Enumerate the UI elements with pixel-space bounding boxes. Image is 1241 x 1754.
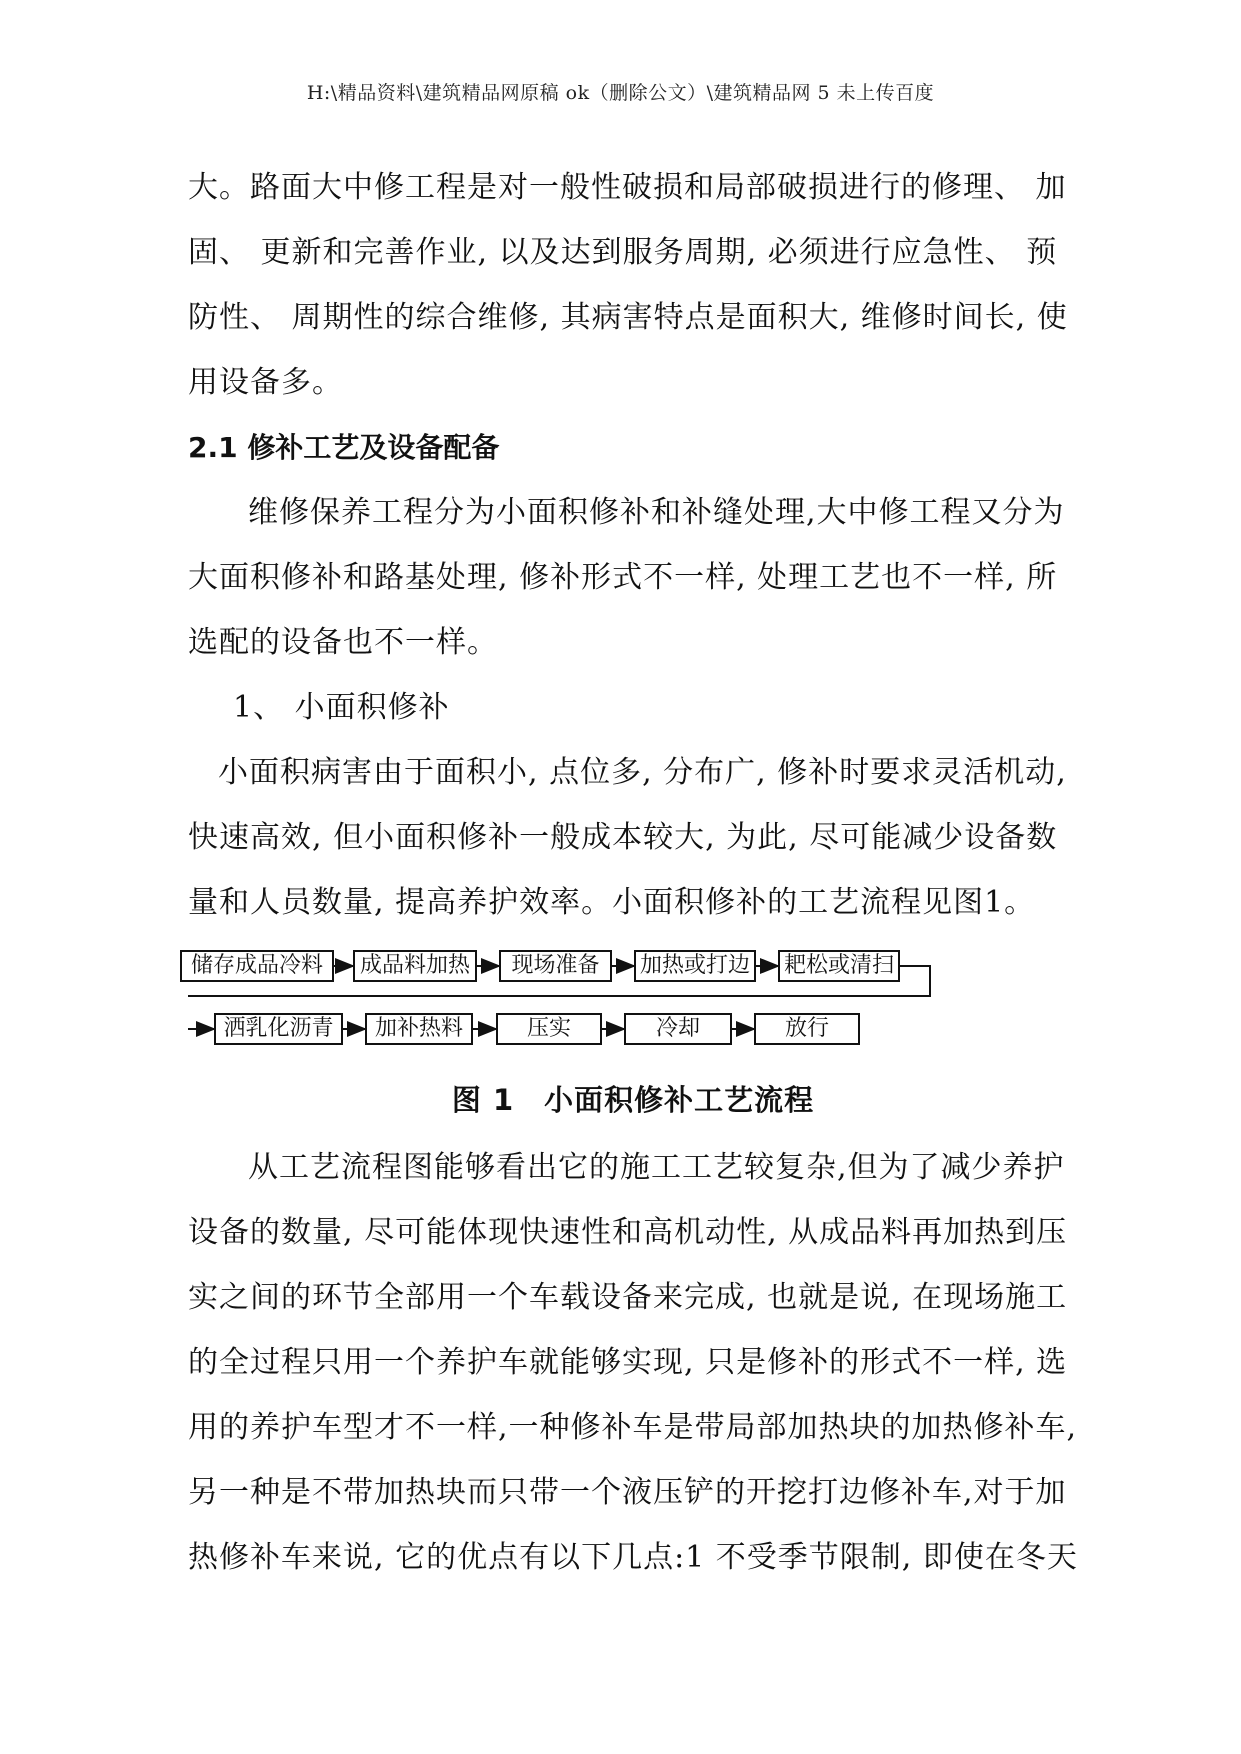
paragraph-2	[188, 480, 1078, 675]
section-heading: 2.1 修补工艺及设备配备	[188, 431, 500, 464]
paragraph-4	[188, 1135, 1078, 1590]
flow-step-release: 放行	[754, 1013, 860, 1045]
text-line: 从工艺流程图能够看出它的施工工艺较复杂,但为了减少养护	[248, 1150, 1065, 1185]
text-line: 设备的数量, 尽可能体现快速性和高机动性, 从成品料再加热到压	[188, 1215, 1068, 1250]
text-line: 大面积修补和路基处理, 修补形式不一样, 处理工艺也不一样, 所	[188, 560, 1058, 595]
text-line: 大。路面大中修工程是对一般性破损和局部破损进行的修理、 加	[188, 170, 1067, 205]
text-line: 小面积病害由于面积小, 点位多, 分布广, 修补时要求灵活机动,	[218, 755, 1067, 790]
list-item-1: 1、 小面积修补	[233, 690, 450, 725]
text-line: 热修补车来说, 它的优点有以下几点:1 不受季节限制, 即使在冬天	[188, 1540, 1078, 1575]
document-body	[188, 155, 1078, 1590]
text-line: 实之间的环节全部用一个车载设备来完成, 也就是说, 在现场施工	[188, 1280, 1068, 1315]
text-line: 固、 更新和完善作业, 以及达到服务周期, 必须进行应急性、 预	[188, 235, 1058, 270]
flow-step-store-cold-mix: 储存成品冷料	[180, 950, 334, 982]
text-line: 量和人员数量, 提高养护效率。小面积修补的工艺流程见图1。	[188, 885, 1036, 920]
process-flowchart	[188, 935, 1078, 1065]
flow-step-spray-emulsion: 洒乳化沥青	[214, 1013, 343, 1045]
text-line: 的全过程只用一个养护车就能够实现, 只是修补的形式不一样, 选	[188, 1345, 1068, 1380]
flow-step-add-hot-mix: 加补热料	[365, 1013, 473, 1045]
flow-step-heat-mix: 成品料加热	[353, 950, 477, 982]
flow-step-loosen-or-clean: 耙松或清扫	[778, 950, 900, 982]
file-path-header: H:\精品资料\建筑精品网原稿 ok（删除公文）\建筑精品网 5 未上传百度	[306, 82, 935, 104]
paragraph-3	[188, 740, 1078, 935]
text-line: 快速高效, 但小面积修补一般成本较大, 为此, 尽可能减少设备数	[188, 820, 1058, 855]
text-line: 防性、 周期性的综合维修, 其病害特点是面积大, 维修时间长, 使	[188, 300, 1068, 335]
text-line: 用设备多。	[188, 365, 343, 400]
flow-step-cool: 冷却	[624, 1013, 732, 1045]
text-line: 维修保养工程分为小面积修补和补缝处理,大中修工程又分为	[248, 495, 1065, 530]
text-line: 另一种是不带加热块而只带一个液压铲的开挖打边修补车,对于加	[188, 1475, 1067, 1510]
figure-caption: 图 1 小面积修补工艺流程	[451, 1083, 815, 1117]
flow-step-compact: 压实	[496, 1013, 602, 1045]
paragraph-1	[188, 155, 1078, 415]
flow-step-site-prep: 现场准备	[499, 950, 612, 982]
text-line: 选配的设备也不一样。	[188, 625, 498, 660]
text-line: 用的养护车型才不一样,一种修补车是带局部加热块的加热修补车,	[188, 1410, 1078, 1445]
flow-step-heat-or-edge: 加热或打边	[634, 950, 756, 982]
